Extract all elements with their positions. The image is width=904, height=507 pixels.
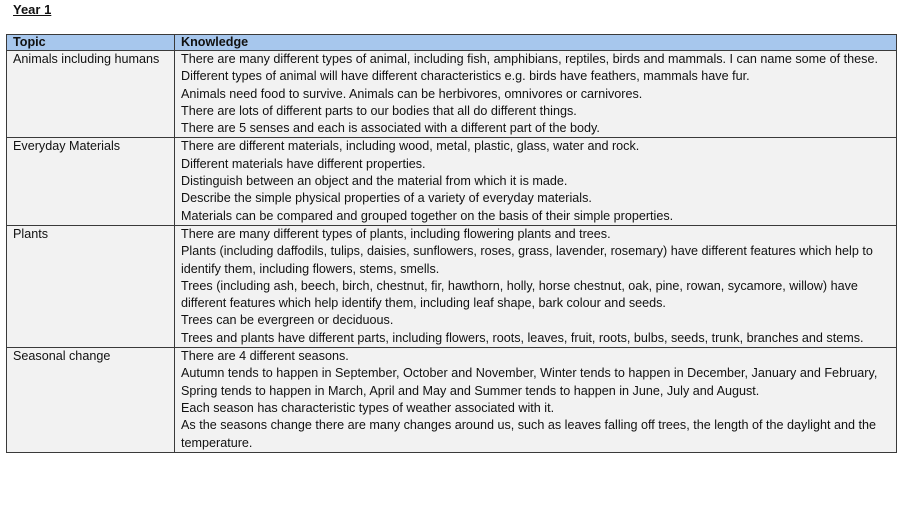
topic-column-header: Topic [7, 35, 175, 51]
knowledge-cell [175, 51, 897, 138]
knowledge-cell [175, 348, 897, 453]
knowledge-statement: There are different materials, including wood, metal, plastic, glass, water and rock. [181, 139, 640, 154]
knowledge-statement: Trees (including ash, beech, birch, chestnut, fir, hawthorn, holly, horse chestnut, oak, pine, rowan, sycamore, willow) have different features which help identify them, including leaf shape, bark colour and seeds. [181, 278, 858, 311]
topic-cell: Animals including humans [7, 51, 175, 138]
table-row [7, 138, 897, 225]
topic-cell: Seasonal change [7, 348, 175, 453]
header-row [7, 35, 897, 51]
knowledge-statement: There are many different types of animal, including fish, amphibians, reptiles, birds and mammals. I can name some of these. [181, 52, 878, 66]
table-row [7, 348, 897, 453]
knowledge-statement: There are lots of different parts to our bodies that all do different things. [181, 103, 577, 118]
table-body [7, 51, 897, 453]
topic-cell: Plants [7, 225, 175, 347]
knowledge-statement: Autumn tends to happen in September, October and November, Winter tends to happen in December, January and February, Spring tends to happen in March, April and May and Summer tends to happen in June, July and August. [181, 366, 878, 398]
knowledge-statement: Materials can be compared and grouped together on the basis of their simple properties. [181, 208, 674, 223]
knowledge-statement: There are 5 senses and each is associated with a different part of the body. [181, 121, 600, 136]
table-row [7, 225, 897, 347]
knowledge-statement: Each season has characteristic types of weather associated with it. [181, 400, 555, 415]
knowledge-statement: Plants (including daffodils, tulips, daisies, sunflowers, roses, grass, lavender, rosemary) have different features which help to identify them, including flowers, stems, smells. [181, 244, 873, 276]
knowledge-statement: There are many different types of plants, including flowering plants and trees. [181, 226, 611, 241]
table-header [7, 35, 897, 51]
knowledge-statement: Different types of animal will have different characteristics e.g. birds have feathers, mammals have fur. [181, 69, 750, 84]
knowledge-cell [175, 225, 897, 347]
knowledge-statement: Trees can be evergreen or deciduous. [181, 313, 394, 328]
table-row [7, 51, 897, 138]
knowledge-statement: There are 4 different seasons. [181, 349, 349, 364]
knowledge-column-header: Knowledge [175, 35, 897, 51]
knowledge-statement: Animals need food to survive. Animals can be herbivores, omnivores or carnivores. [181, 86, 643, 101]
topic-cell: Everyday Materials [7, 138, 175, 225]
knowledge-statement: Different materials have different properties. [181, 156, 426, 171]
page-title: Year 1 [13, 2, 52, 17]
knowledge-table [6, 34, 897, 453]
knowledge-statement: Trees and plants have different parts, including flowers, roots, leaves, fruit, roots, bulbs, seeds, trunk, branches and stems. [181, 330, 864, 345]
knowledge-cell [175, 138, 897, 225]
knowledge-statement: Describe the simple physical properties of a variety of everyday materials. [181, 191, 592, 206]
knowledge-statement: Distinguish between an object and the material from which it is made. [181, 174, 568, 189]
knowledge-statement: As the seasons change there are many changes around us, such as leaves falling off trees, the length of the daylight and the temperature. [181, 418, 876, 450]
